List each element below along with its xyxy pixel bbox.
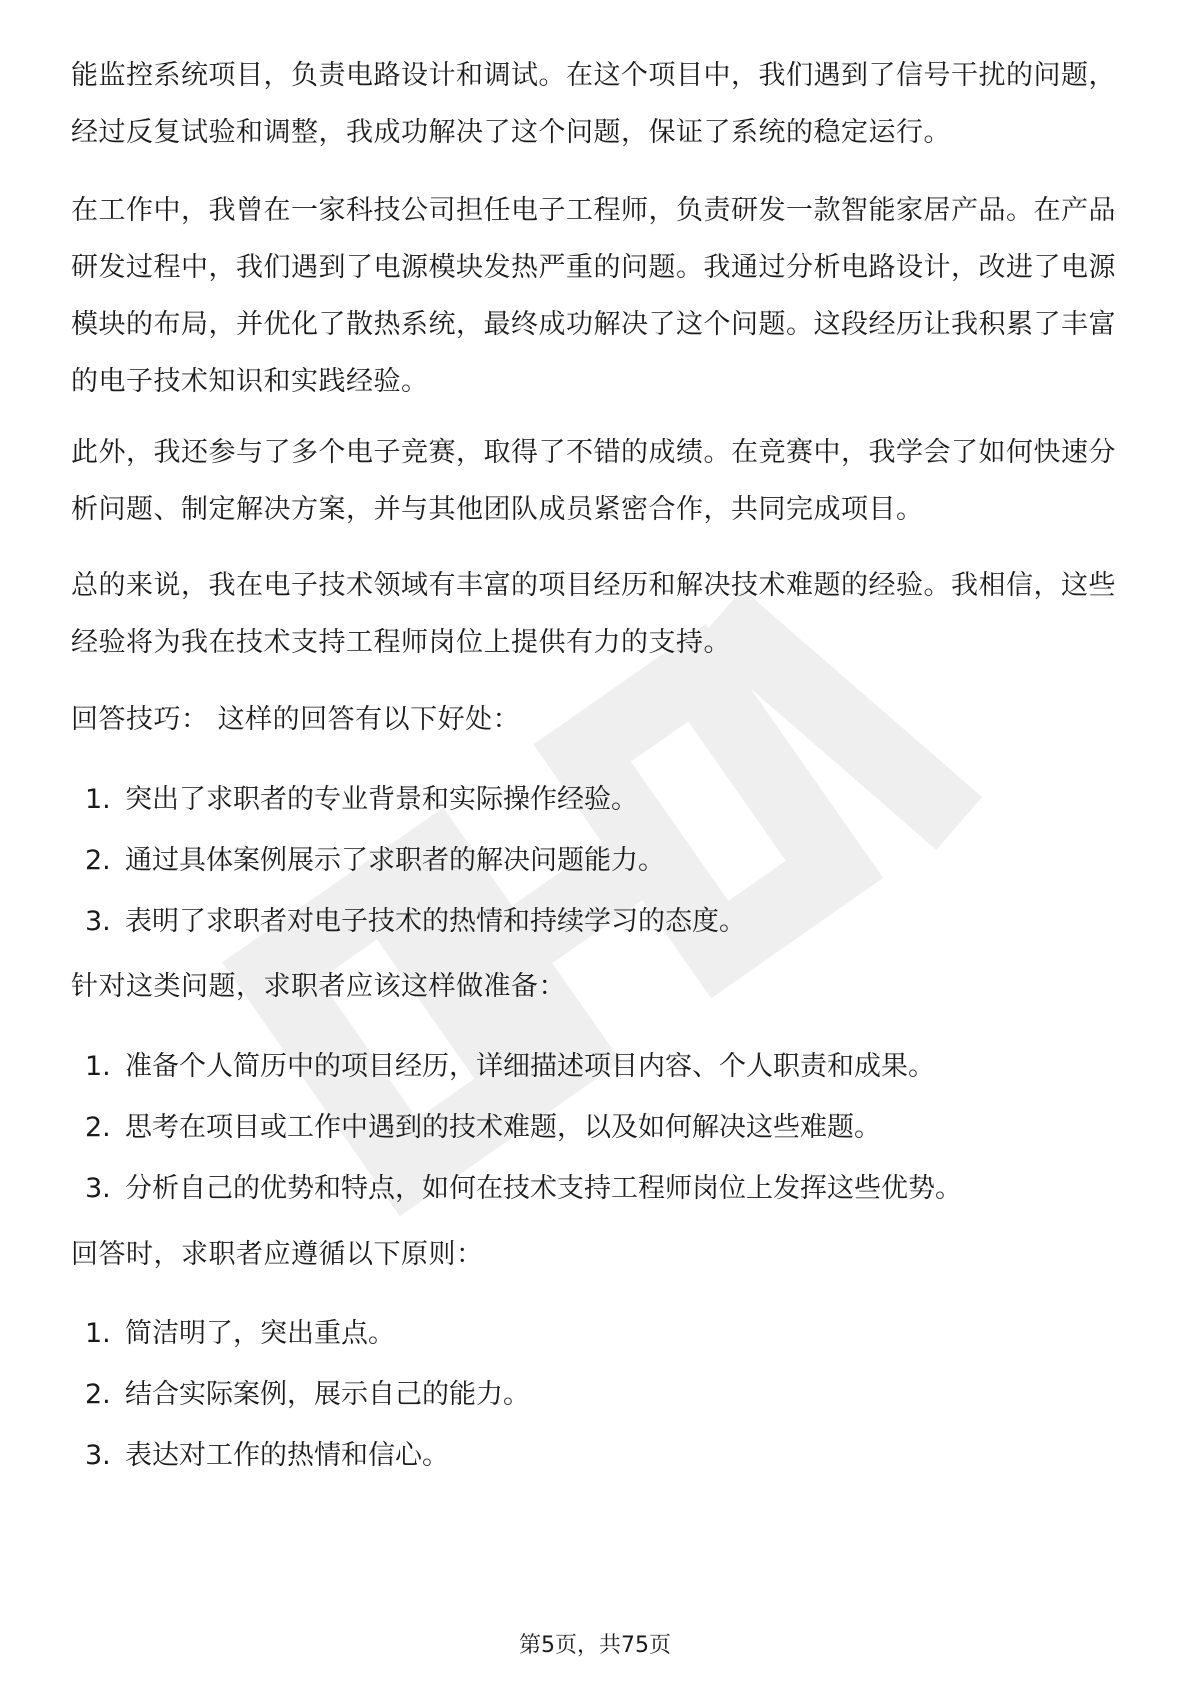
- list-item: 1. 突出了求职者的专业背景和实际操作经验。: [85, 784, 638, 815]
- list-item: 3. 表达对工作的热情和信心。: [85, 1440, 449, 1471]
- page-number-footer: 第5页，共75页: [519, 1633, 671, 1658]
- prep-heading: 针对这类问题，求职者应该这样做准备：: [71, 971, 566, 1002]
- paragraph-summary: 总的来说，我在电子技术领域有丰富的项目经历和解决技术难题的经验。我相信，这些经验将为我在技术支持工程师岗位上提供有力的支持。: [71, 570, 1116, 658]
- list-item: 2. 通过具体案例展示了求职者的解决问题能力。: [85, 845, 665, 876]
- tips-heading: 回答技巧： 这样的回答有以下好处：: [71, 704, 521, 735]
- list-item: 1. 准备个人简历中的项目经历，详细描述项目内容、个人职责和成果。: [85, 1051, 935, 1082]
- paragraph-work-experience: 在工作中，我曾在一家科技公司担任电子工程师，负责研发一款智能家居产品。在产品研发过程中，我们遇到了电源模块发热严重的问题。我通过分析电路设计，改进了电源模块的布局，并优化了散热系统，最终成功解决了这个问题。这段经历让我积累了丰富的电子技术知识和实践经验。: [71, 195, 1116, 397]
- list-item: 1. 简洁明了，突出重点。: [85, 1318, 395, 1349]
- list-item: 2. 思考在项目或工作中遇到的技术难题，以及如何解决这些难题。: [85, 1112, 881, 1143]
- paragraph-competition: 此外，我还参与了多个电子竞赛，取得了不错的成绩。在竞赛中，我学会了如何快速分析问题、制定解决方案，并与其他团队成员紧密合作，共同完成项目。: [71, 437, 1116, 525]
- prep-list: [85, 1036, 1115, 1219]
- list-item: 3. 分析自己的优势和特点，如何在技术支持工程师岗位上发挥这些优势。: [85, 1173, 962, 1204]
- list-item: 2. 结合实际案例，展示自己的能力。: [85, 1379, 530, 1410]
- paragraph-project-experience: 能监控系统项目，负责电路设计和调试。在这个项目中，我们遇到了信号干扰的问题，经过反复试验和调整，我成功解决了这个问题，保证了系统的稳定运行。: [71, 60, 1116, 148]
- tips-list: [85, 769, 1115, 952]
- principles-list: [85, 1303, 1115, 1486]
- list-item: 3. 表明了求职者对电子技术的热情和持续学习的态度。: [85, 906, 746, 937]
- principles-heading: 回答时，求职者应遵循以下原则：: [71, 1239, 484, 1270]
